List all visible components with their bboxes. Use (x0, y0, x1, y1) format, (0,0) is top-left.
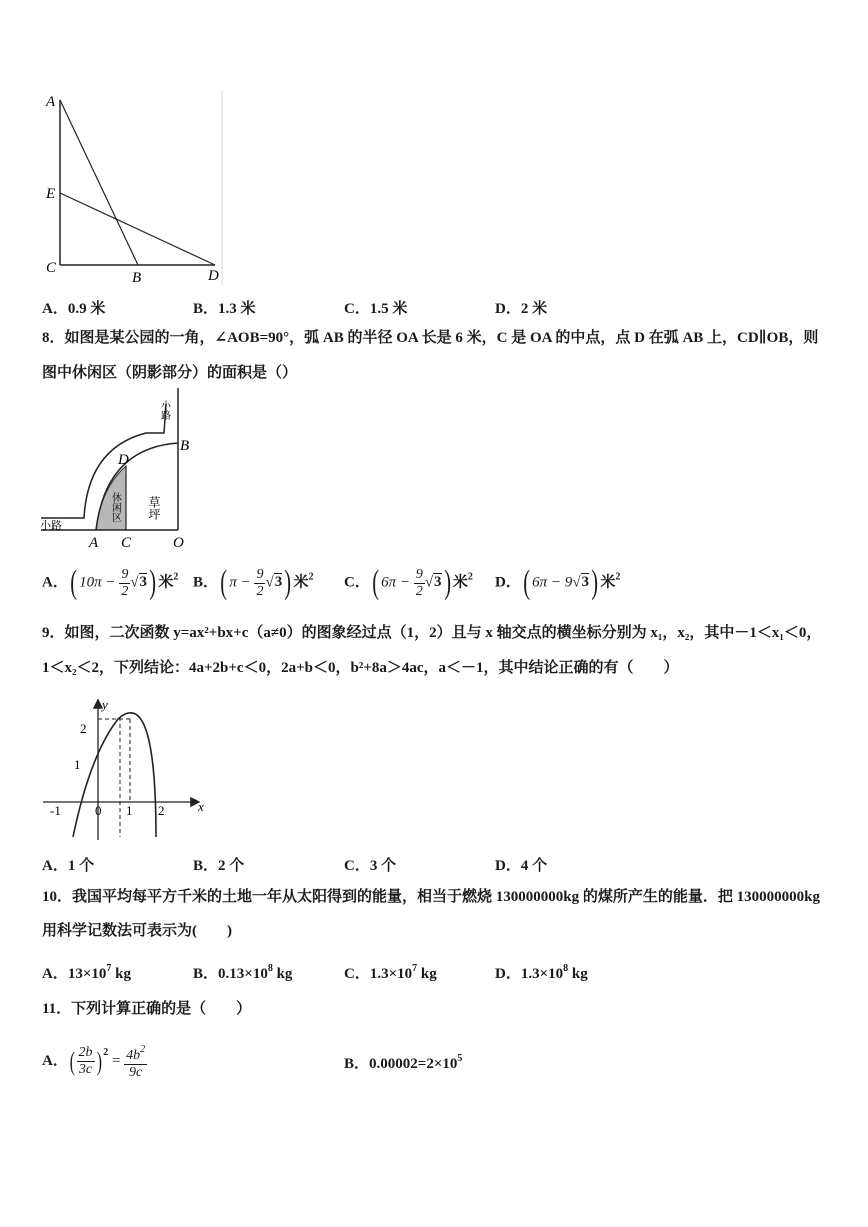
tick-x-neg1: -1 (50, 803, 61, 818)
q9-option-c: C．3 个 (344, 858, 397, 874)
q11-stem: 11．下列计算正确的是（ ） (42, 1001, 252, 1017)
tick-y-1: 1 (74, 757, 81, 772)
segment-AB (60, 100, 138, 265)
tick-y-2: 2 (80, 721, 87, 736)
q8-option-c: C．( 6π − $\frac{9}{2}$ √3) 米$^2$ (344, 564, 473, 601)
q10-option-a: A．$13\times 10^7$ kg (42, 963, 131, 982)
label-B: B (180, 438, 190, 454)
q9-option-b: B．2 个 (193, 858, 245, 874)
figure-q8 (36, 388, 206, 553)
tick-x-1: 1 (126, 803, 133, 818)
q9-stem-line1: 9．如图，二次函数 y=ax²+bx+c（a≠0）的图象经过点（1，2）且与 x 轴交点的横坐标分别为 x₁，x₂，其中－1＜x₁＜0， (42, 625, 822, 641)
label-C: C (121, 535, 132, 551)
label-x: x (198, 799, 204, 814)
label-A: A (46, 94, 56, 110)
q7-option-b: B．1.3 米 (193, 301, 256, 317)
label-leisure: 休闲区 (109, 492, 121, 522)
q9-stem-line2: 1＜x₂＜2，下列结论：4a+2b+c＜0，2a+b＜0，b²+8a＞4ac，a＜－1，其中结论正确的有（ ） (42, 660, 679, 676)
q11-option-a: A．( $\frac{2b}{3c}$ ) $^2$ = $\frac{4b^2}{9c}$ (42, 1044, 146, 1080)
label-A: A (89, 535, 99, 551)
label-road-left: 小路 (40, 520, 62, 532)
q7-option-c: C．1.5 米 (344, 301, 408, 317)
label-D: D (208, 268, 219, 284)
label-B: B (132, 270, 142, 286)
q9-option-a: A．1 个 (42, 858, 95, 874)
q8-option-a: A．( 10π − $\frac{9}{2}$ √3) 米$^2$ (42, 564, 179, 601)
label-y: y (102, 697, 108, 712)
label-E: E (46, 186, 56, 202)
q8-option-d: D．( 6π − 9√3) 米$^2$ (495, 564, 621, 601)
q10-option-c: C．$1.3\times 10^7$ kg (344, 963, 437, 982)
segment-ED (60, 193, 215, 265)
q10-stem-line2: 用科学记数法可表示为( ) (42, 923, 232, 939)
q8-option-b: B．( π − $\frac{9}{2}$ √3) 米$^2$ (193, 564, 314, 601)
q9-option-d: D．4 个 (495, 858, 548, 874)
label-D: D (118, 452, 129, 468)
tick-x-0: 0 (95, 803, 102, 818)
tick-x-2: 2 (158, 803, 165, 818)
q11-option-b: B．$0.00002=2\times 10^5$ (344, 1053, 463, 1072)
q10-option-b: B．$0.13\times 10^8$ kg (193, 963, 293, 982)
figure-q7 (40, 90, 240, 290)
figure-q9 (38, 695, 218, 845)
label-C: C (46, 260, 57, 276)
q8-stem-line1: 8．如图是某公园的一角，∠AOB=90°，弧 AB 的半径 OA 长是 6 米，C 是 OA 的中点，点 D 在弧 AB 上，CD∥OB，则 (42, 330, 819, 346)
label-lawn: 草坪 (147, 496, 161, 520)
label-O: O (173, 535, 184, 551)
q10-option-d: D．$1.3\times 10^8$ kg (495, 963, 588, 982)
q10-stem-line1: 10．我国平均每平方千米的土地一年从太阳得到的能量，相当于燃烧 130000000kg 的煤所产生的能量．把 130000000kg (42, 889, 820, 905)
q8-stem-line2: 图中休闲区（阴影部分）的面积是（） (42, 365, 298, 381)
q7-option-d: D．2 米 (495, 301, 548, 317)
q7-option-a: A．0.9 米 (42, 301, 106, 317)
label-road-top: 小路 (158, 400, 170, 420)
